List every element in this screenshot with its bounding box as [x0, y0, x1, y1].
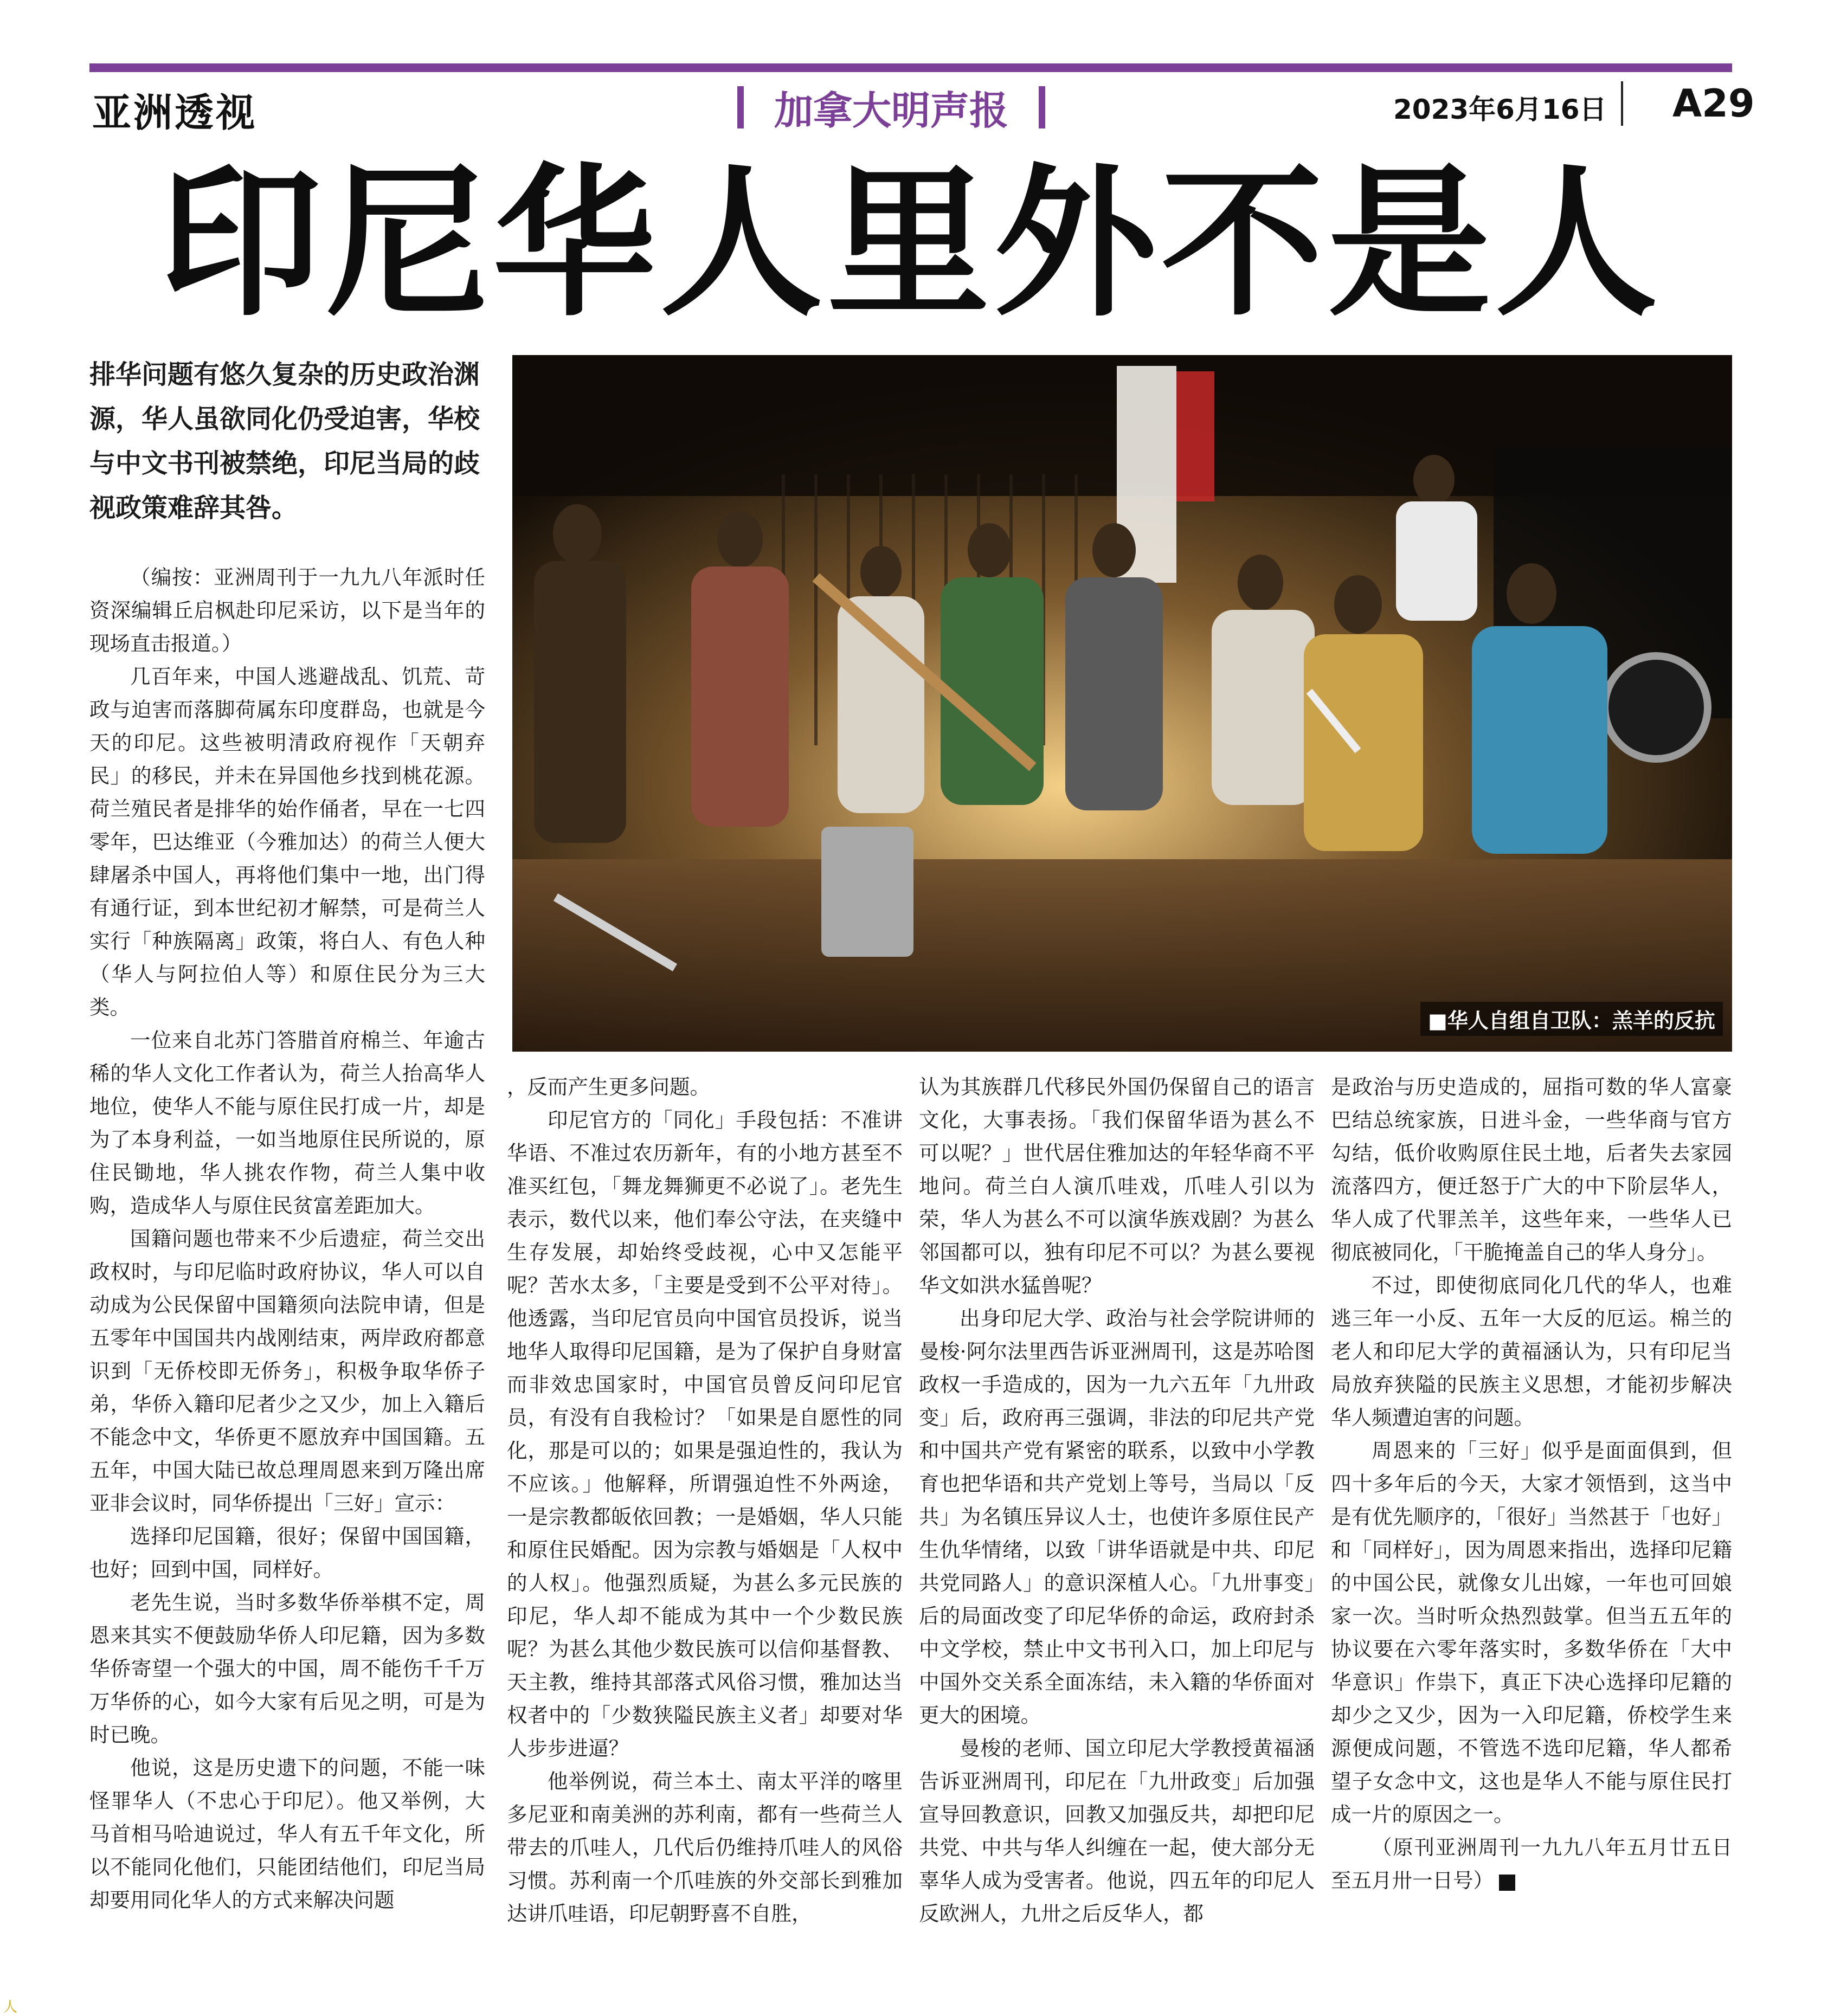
article-paragraph: 几百年来，中国人逃避战乱、饥荒、苛政与迫害而落脚荷属东印度群岛，也就是今天的印尼。这些被明清政府视作「天朝弃民」的移民，并未在异国他乡找到桃花源。荷兰殖民者是排华的始作俑者，早在一七四零年，巴达维亚（今雅加达）的荷兰人便大肆屠杀中国人，再将他们集中一地，出门得有通行证，到本世纪初才解禁，可是荷兰人实行「种族隔离」政策，将白人、有色人种（华人与阿拉伯人等）和原住民分为三大类。 — [89, 665, 485, 1019]
page-number: A29 — [1672, 81, 1755, 126]
article-paragraph: 他说，这是历史遗下的问题，不能一味怪罪华人（不忠心于印尼）。他又举例，大马首相马哈迪说过，华人有五千年文化，所以不能同化他们，只能团结他们，印尼当局却要用同化华人的方式来解决问题 — [89, 1756, 485, 1912]
article-paragraph: 是政治与历史造成的，屈指可数的华人富豪巴结总统家族，日进斗金，一些华商与官方勾结，低价收购原住民土地，后者失去家园流落四方，便迁怒于广大的中下阶层华人，华人成了代罪羔羊，这些年来，一些华人已彻底被同化，「干脆掩盖自己的华人身分」。 — [1331, 1075, 1732, 1264]
headline: 印尼华人里外不是人 — [159, 149, 1662, 338]
article-column-2 — [507, 1071, 903, 1930]
article-paragraph: 他举例说，荷兰本土、南太平洋的喀里多尼亚和南美洲的苏利南，都有一些荷兰人带去的爪哇人，几代后仍维持爪哇人的风俗习惯。苏利南一个爪哇族的外交部长到雅加达讲爪哇语，印尼朝野喜不自胜， — [507, 1769, 903, 1925]
masthead — [737, 79, 1045, 136]
article-paragraph: 一位来自北苏门答腊首府棉兰、年逾古稀的华人文化工作者认为，荷兰人抬高华人地位，使华人不能与原住民打成一片，却是为了本身利益，一如当地原住民所说的，原住民锄地，华人挑农作物，荷兰人集中收购，造成华人与原住民贫富差距加大。 — [89, 1028, 485, 1218]
masthead-left-bar — [737, 86, 744, 128]
article-paragraph: 国籍问题也带来不少后遗症，荷兰交出政权时，与印尼临时政府协议，华人可以自动成为公民保留中国籍须向法院申请，但是五零年中国国共内战刚结束，两岸政府都意识到「无侨校即无侨务」，积极争取华侨子弟，华侨入籍印尼者少之又少，加上入籍后不能念中文，华侨更不愿放弃中国国籍。五五年，中国大陆已故总理周恩来到万隆出席亚非会议时，同华侨提出「三好」宣示： — [89, 1227, 485, 1515]
article-paragraph: 印尼官方的「同化」手段包括：不准讲华语、不准过农历新年，有的小地方甚至不准买红包，「舞龙舞狮更不必说了」。老先生表示，数代以来，他们奉公守法，在夹缝中生存发展，却始终受歧视，心中又怎能平呢？苦水太多，「主要是受到不公平对待」。他透露，当印尼官员向中国官员投诉，说当地华人取得印尼国籍，是为了保护自身财富而非效忠国家时，中国官员曾反问印尼官员，有没有自我检讨？「如果是自愿性的同化，那是可以的；如果是强迫性的，我认为不应该。」他解释，所谓强迫性不外两途，一是宗教都皈依回教；一是婚姻，华人只能和原住民婚配。因为宗教与婚姻是「人权中的人权」。他强烈质疑，为甚么多元民族的印尼，华人却不能成为其中一个少数民族呢？为甚么其他少数民族可以信仰基督教、天主教，维持其部落式风俗习惯，雅加达当权者中的「少数狭隘民族主义者」却要对华人步步进逼？ — [507, 1108, 903, 1760]
source-note-text: （原刊亚洲周刊一九九八年五月廿五日至五月卅一日号） — [1331, 1835, 1732, 1892]
article-column-3 — [919, 1071, 1315, 1930]
corner-mark: 人 — [3, 1999, 18, 2015]
masthead-region: 加拿大 — [774, 88, 892, 133]
article-paragraph: ，反而产生更多问题。 — [507, 1075, 710, 1099]
news-photo — [512, 355, 1732, 1052]
article-paragraph: 认为其族群几代移民外国仍保留自己的语言文化，大事表扬。「我们保留华语为甚么不可以呢？」世代居住雅加达的年轻华商不平地问。荷兰白人演爪哇戏，爪哇人引以为荣，华人为甚么不可以演华族戏剧？为甚么邻国都可以，独有印尼不可以？为甚么要视华文如洪水猛兽呢？ — [919, 1075, 1315, 1297]
article-source-note — [1331, 1831, 1732, 1897]
top-rule — [89, 63, 1732, 72]
article-paragraph: （编按：亚洲周刊于一九九八年派时任资深编辑丘启枫赴印尼采访，以下是当年的现场直击报道。） — [89, 565, 485, 655]
masthead-right-bar — [1039, 86, 1045, 128]
issue-date: 2023年6月16日 — [1393, 94, 1607, 125]
photo-caption: ■华人自组自卫队：羔羊的反抗 — [1420, 1002, 1723, 1036]
end-of-article-mark — [1499, 1875, 1515, 1891]
article-column-1 — [89, 561, 485, 1917]
article-column-4 — [1331, 1071, 1732, 1897]
article-paragraph: 老先生说，当时多数华侨举棋不定，周恩来其实不便鼓励华侨人印尼籍，因为多数华侨寄望一个强大的中国，周不能伤千千万万华侨的心，如今大家有后见之明，可是为时已晚。 — [89, 1590, 485, 1747]
article-paragraph: 曼梭的老师、国立印尼大学教授黄福涵告诉亚洲周刊，印尼在「九卅政变」后加强宣导回教意识，回教又加强反共，却把印尼共党、中共与华人纠缠在一起，使大部分无辜华人成为受害者。他说，四五年的印尼人反欧洲人，九卅之后反华人，都 — [919, 1736, 1315, 1925]
masthead-paper-name: 明声报 — [891, 87, 1009, 133]
photo-illustration — [512, 355, 1732, 1052]
article-paragraph: 出身印尼大学、政治与社会学院讲师的曼梭·阿尔法里西告诉亚洲周刊，这是苏哈图政权一手造成的，因为一九六五年「九卅政变」后，政府再三强调，非法的印尼共产党和中国共产党有紧密的联系，以致中小学教育也把华语和共产党划上等号，当局以「反共」为名镇压异议人士，也使许多原住民产生仇华情绪，以致「讲华语就是中共、印尼共党同路人」的意识深植人心。「九卅事变」后的局面改变了印尼华侨的命运，政府封杀中文学校，禁止中文书刊入口，加上印尼与中国外交关系全面冻结，未入籍的华侨面对更大的困境。 — [919, 1306, 1315, 1727]
article-paragraph: 不过，即使彻底同化几代的华人，也难逃三年一小反、五年一大反的厄运。棉兰的老人和印尼大学的黄福涵认为，只有印尼当局放弃狭隘的民族主义思想，才能初步解决华人频遭迫害的问题。 — [1331, 1273, 1732, 1429]
article-paragraph: 周恩来的「三好」似乎是面面俱到，但四十多年后的今天，大家才领悟到，这当中是有优先顺序的，「很好」当然甚于「也好」和「同样好」，因为周恩来指出，选择印尼籍的中国公民，就像女儿出嫁，一年也可回娘家一次。当时听众热烈鼓掌。但当五五年的协议要在六零年落实时，多数华侨在「大中华意识」作祟下，真正下决心选择印尼籍的却少之又少，因为一入印尼籍，侨校学生来源便成问题，不管选不选印尼籍，华人都希望子女念中文，这也是华人不能与原住民打成一片的原因之一。 — [1331, 1439, 1732, 1826]
article-paragraph: 选择印尼国籍，很好；保留中国国籍，也好；回到中国，同样好。 — [89, 1524, 485, 1581]
section-title: 亚洲透视 — [92, 89, 258, 136]
header-separator — [1621, 81, 1623, 126]
lead-paragraph: 排华问题有悠久复杂的历史政治渊源，华人虽欲同化仍受迫害，华校与中文书刊被禁绝，印尼当局的歧视政策难辞其咎。 — [89, 359, 480, 523]
